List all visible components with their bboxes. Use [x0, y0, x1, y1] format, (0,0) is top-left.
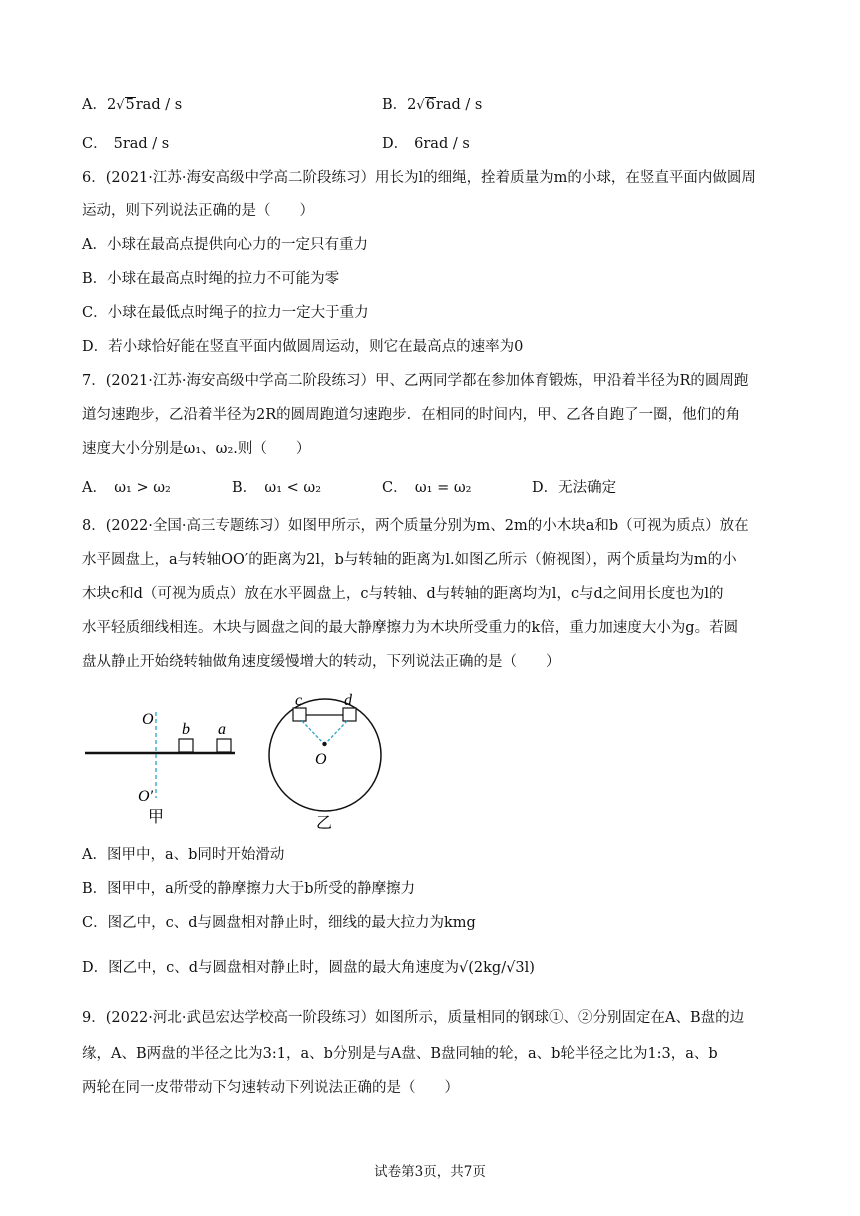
q8-option-d: D．图乙中，c、d与圆盘相对静止时，圆盘的最大角速度为√(2kg/√3l)	[82, 960, 535, 976]
q6-stem-line2: 运动，则下列说法正确的是（ ）	[82, 203, 314, 219]
q8-option-c: C．图乙中，c、d与圆盘相对静止时，细线的最大拉力为kmg	[82, 915, 476, 931]
block-b	[179, 739, 193, 752]
radius-c	[302, 721, 324, 744]
block-a	[217, 739, 231, 752]
q8-stem-line5: 盘从静止开始绕转轴做角速度缓慢增大的转动，下列说法正确的是（ ）	[82, 654, 561, 670]
q7-stem-line3: 速度大小分别是ω₁、ω₂.则（ ）	[82, 441, 311, 457]
q9-stem-line1: 9．(2022·河北·武邑宏达学校高一阶段练习）如图所示，质量相同的钢球①、②分别固定在A、B盘的边	[82, 1010, 745, 1026]
q9-stem-line2: 缘，A、B两盘的半径之比为3:1，a、b分别是与A盘、B盘同轴的轮，a、b轮半径之比为1:3，a、b	[82, 1046, 718, 1062]
q6-option-c: C．小球在最低点时绳子的拉力一定大于重力	[82, 305, 369, 321]
q8-stem-line3: 木块c和d（可视为质点）放在水平圆盘上，c与转轴、d与转轴的距离均为l，c与d之间用长度也为l的	[82, 586, 724, 602]
q7-option-d: D．无法确定	[532, 480, 617, 496]
center-point	[322, 742, 326, 746]
label-jia: 甲	[148, 807, 165, 826]
q7-option-a: A． ω₁ > ω₂	[82, 480, 171, 496]
label-c: c	[295, 692, 303, 709]
label-O: O	[142, 711, 154, 728]
q5-option-a: A．2√5rad / s	[82, 97, 183, 113]
block-d	[343, 708, 356, 721]
radius-d	[325, 721, 347, 744]
q8-option-a: A．图甲中，a、b同时开始滑动	[82, 847, 285, 863]
q8-stem-line2: 水平圆盘上，a与转轴OO′的距离为2l，b与转轴的距离为l.如图乙所示（俯视图），两个质量均为m的小	[82, 552, 737, 568]
q5-option-c: C． 5rad / s	[82, 136, 170, 152]
label-O-center: O	[315, 751, 327, 768]
q7-stem-line1: 7．(2021·江苏·海安高级中学高二阶段练习）甲、乙两同学都在参加体育锻炼，甲沿着半径为R的圆周跑	[82, 373, 749, 389]
label-b: b	[182, 721, 190, 738]
q6-option-b: B．小球在最高点时绳的拉力不可能为零	[82, 271, 340, 287]
label-a: a	[218, 721, 226, 738]
q7-option-b: B． ω₁ < ω₂	[232, 480, 322, 496]
figure-yi	[262, 690, 392, 830]
q6-stem-line1: 6．(2021·江苏·海安高级中学高二阶段练习）用长为l的细绳，拴着质量为m的小球，在竖直平面内做圆周	[82, 170, 756, 186]
figure-jia	[82, 700, 242, 830]
q8-stem-line4: 水平轻质细线相连。木块与圆盘之间的最大静摩擦力为木块所受重力的k倍，重力加速度大小为g。若圆	[82, 620, 739, 636]
q7-option-c: C． ω₁ = ω₂	[382, 480, 472, 496]
q9-stem-line3: 两轮在同一皮带带动下匀速转动下列说法正确的是（ ）	[82, 1080, 459, 1096]
page-footer: 试卷第3页，共7页	[374, 1164, 486, 1180]
q5-option-d: D． 6rad / s	[382, 136, 470, 152]
q6-option-d: D．若小球恰好能在竖直平面内做圆周运动，则它在最高点的速率为0	[82, 339, 524, 355]
q6-option-a: A．小球在最高点提供向心力的一定只有重力	[82, 237, 368, 253]
label-d: d	[344, 692, 352, 709]
block-c	[293, 708, 306, 721]
q8-stem-line1: 8．(2022·全国·高三专题练习）如图甲所示，两个质量分别为m、2m的小木块a和b（可视为质点）放在	[82, 518, 749, 534]
label-yi: 乙	[316, 813, 333, 830]
q7-stem-line2: 道匀速跑步，乙沿着半径为2R的圆周跑道匀速跑步．在相同的时间内，甲、乙各自跑了一圈，他们的角	[82, 407, 741, 423]
q8-option-b: B．图甲中，a所受的静摩擦力大于b所受的静摩擦力	[82, 881, 416, 897]
label-O-prime: O′	[138, 788, 154, 805]
q5-option-b: B．2√6rad / s	[382, 97, 483, 113]
